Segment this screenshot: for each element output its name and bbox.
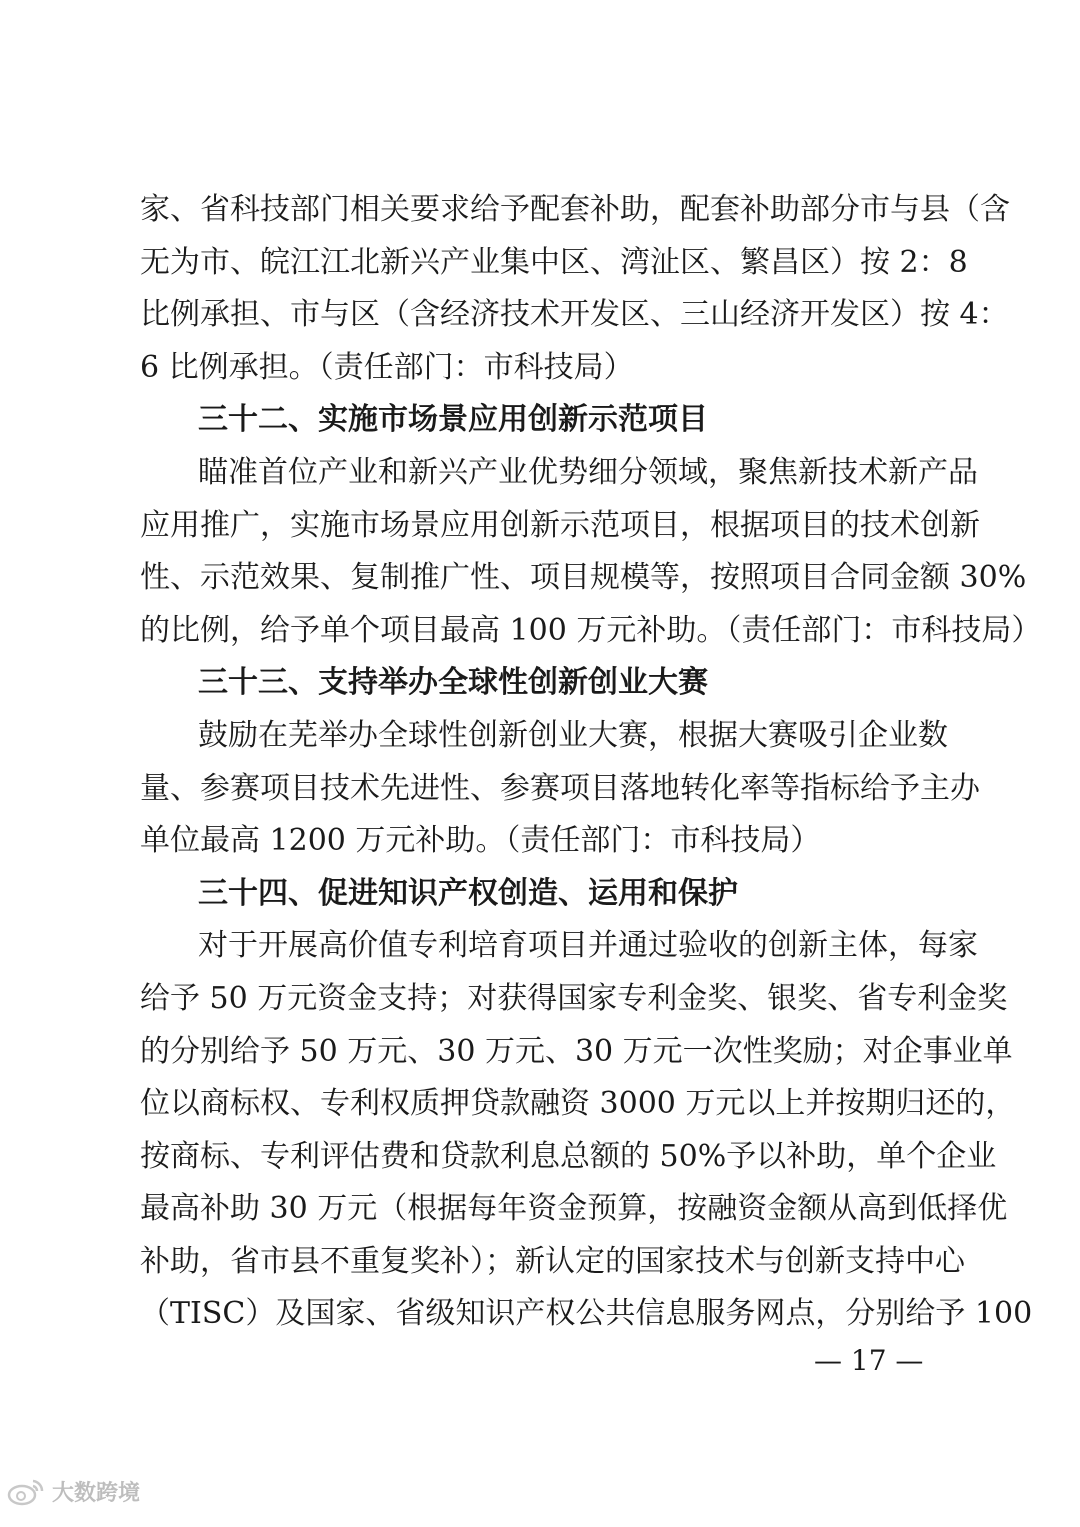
paragraph-line: 最高补助 30 万元（根据每年资金预算，按融资金额从高到低择优 [140, 1191, 1008, 1227]
paragraph-line: 位以商标权、专利权质押贷款融资 3000 万元以上并按期归还的， [140, 1086, 1016, 1122]
paragraph-line: 对于开展高价值专利培育项目并通过验收的创新主体，每家 [198, 928, 978, 964]
paragraph-line: 鼓励在芜举办全球性创新创业大赛，根据大赛吸引企业数 [198, 717, 948, 753]
paragraph-line: 补助，省市县不重复奖补）；新认定的国家技术与创新支持中心 [140, 1243, 965, 1279]
paragraph-line: 家、省科技部门相关要求给予配套补助，配套补助部分市与县（含 [140, 192, 1010, 227]
page-number: — 17 — [814, 1344, 924, 1377]
paragraph-line: 比例承担、市与区（含经济技术开发区、三山经济开发区）按 4： [140, 297, 1009, 333]
paragraph-line: 6 比例承担。（责任部门：市科技局） [140, 349, 634, 385]
document-body [140, 184, 1042, 1341]
section-heading: 三十二、实施市场景应用创新示范项目 [198, 402, 708, 438]
paragraph-line: （TISC）及国家、省级知识产权公共信息服务网点，分别给予 100 [140, 1296, 1033, 1332]
paragraph-line: 量、参赛项目技术先进性、参赛项目落地转化率等指标给予主办 [140, 770, 980, 806]
paragraph-line: 按商标、专利评估费和贷款利息总额的 50%予以补助，单个企业 [140, 1138, 997, 1174]
paragraph-line: 性、示范效果、复制推广性、项目规模等，按照项目合同金额 30% [140, 560, 1027, 596]
paragraph-line: 的分别给予 50 万元、30 万元、30 万元一次性奖励；对企事业单 [140, 1033, 1013, 1069]
paragraph-line: 瞄准首位产业和新兴产业优势细分领域，聚焦新技术新产品 [198, 454, 978, 490]
paragraph-line: 无为市、皖江江北新兴产业集中区、湾沚区、繁昌区）按 2：8 [140, 244, 968, 280]
weibo-logo-icon [6, 1477, 46, 1507]
paragraph-line: 应用推广，实施市场景应用创新示范项目，根据项目的技术创新 [140, 507, 980, 543]
paragraph-line: 单位最高 1200 万元补助。（责任部门：市科技局） [140, 823, 821, 859]
paragraph-line: 的比例，给予单个项目最高 100 万元补助。（责任部门：市科技局） [140, 612, 1042, 648]
watermark-text: 大数跨境 [52, 1481, 141, 1506]
watermark [6, 1476, 140, 1507]
section-heading: 三十三、支持举办全球性创新创业大赛 [198, 665, 708, 701]
paragraph-line: 给予 50 万元资金支持；对获得国家专利金奖、银奖、省专利金奖 [140, 980, 1008, 1016]
section-heading: 三十四、促进知识产权创造、运用和保护 [198, 875, 738, 911]
